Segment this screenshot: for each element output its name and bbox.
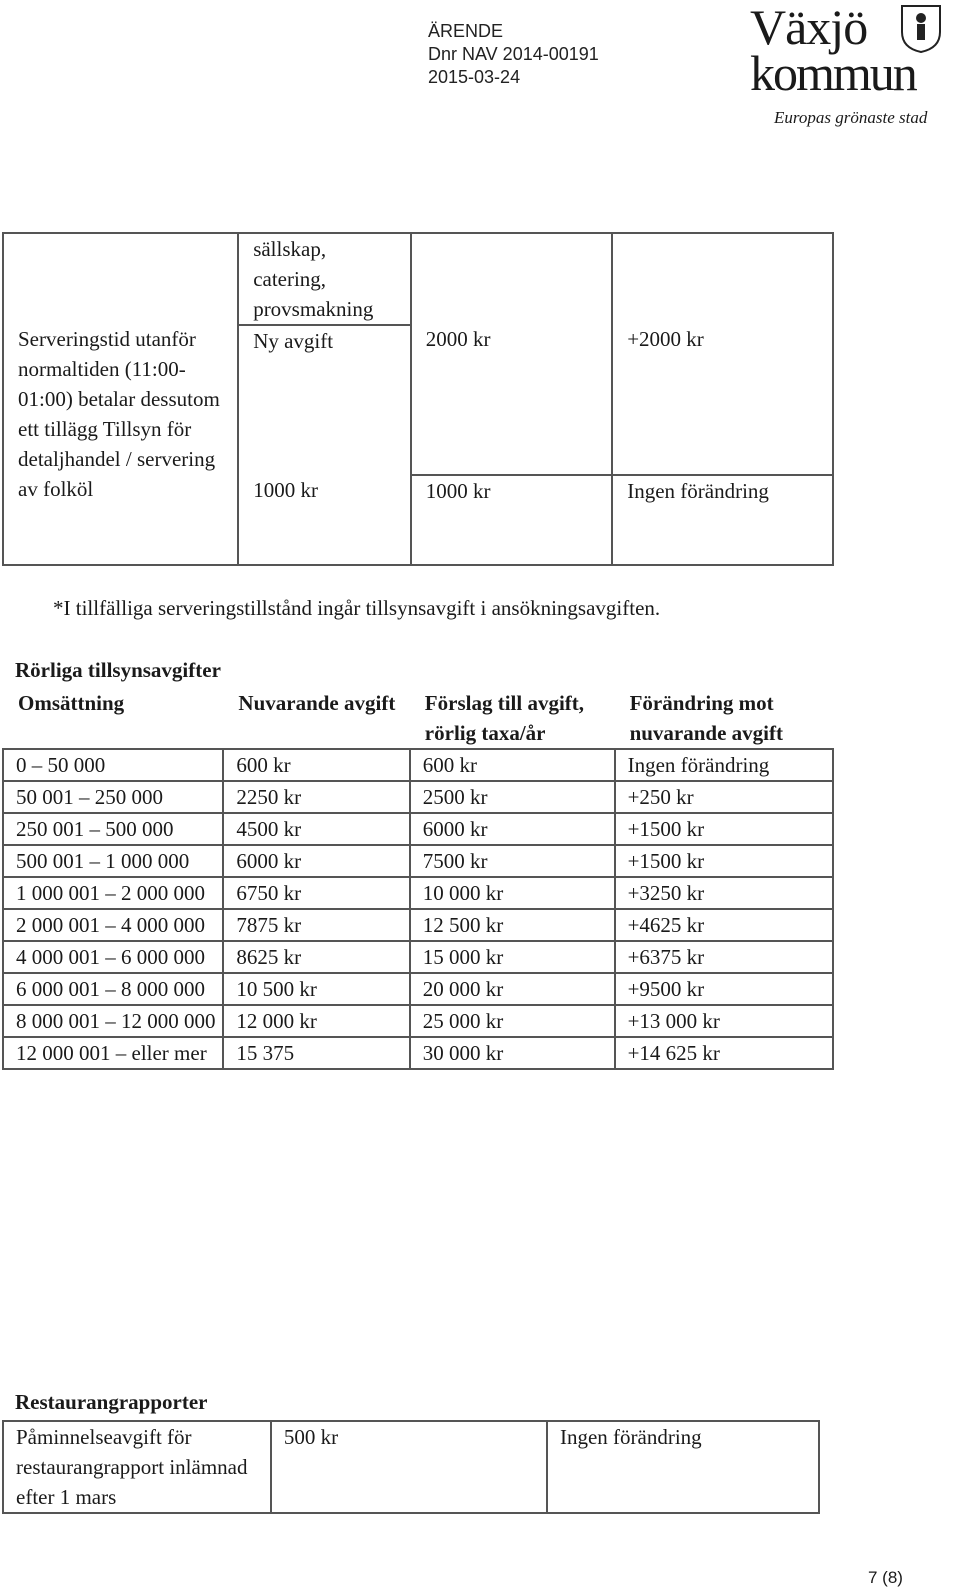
table-cell: 20 000 kr <box>410 973 615 1005</box>
col-header: Förslag till avgift, rörlig taxa/år <box>424 691 585 745</box>
table-row <box>3 973 833 1005</box>
table-row <box>3 845 833 877</box>
table-cell: +13 000 kr <box>615 1005 833 1037</box>
table-top-cell: Ingen förändring <box>612 475 833 565</box>
table-cell: 1 000 001 – 2 000 000 <box>3 877 223 909</box>
col-header: Förändring mot nuvarande avgift <box>629 691 784 745</box>
table-cell: 0 – 50 000 <box>3 749 223 781</box>
section-title-rorliga: Rörliga tillsynsavgifter <box>15 658 221 682</box>
vaxjo-kommun-logo <box>750 2 958 128</box>
table-cell: Ingen förändring <box>615 749 833 781</box>
table-cell: 7500 kr <box>410 845 615 877</box>
table-cell: 12 000 kr <box>223 1005 409 1037</box>
logo-line1: Växjö <box>750 0 868 55</box>
table-cell: 12 500 kr <box>410 909 615 941</box>
table-cell: +6375 kr <box>615 941 833 973</box>
coat-of-arms-icon <box>900 4 942 54</box>
table-cell: 6000 kr <box>410 813 615 845</box>
variable-fee-table <box>2 688 834 1070</box>
table-cell: 2500 kr <box>410 781 615 813</box>
footnote: *I tillfälliga serveringstillstånd ingår tillsynsavgift i ansökningsavgiften. <box>53 596 661 620</box>
table-cell: 6 000 001 – 8 000 000 <box>3 973 223 1005</box>
report-fee-change: Ingen förändring <box>547 1421 819 1513</box>
document-header <box>428 20 599 89</box>
table-cell: 2250 kr <box>223 781 409 813</box>
doc-date: 2015-03-24 <box>428 67 521 87</box>
table-cell: 250 001 – 500 000 <box>3 813 223 845</box>
table-row <box>3 909 833 941</box>
table-top-cell: sällskap, catering, provsmakning <box>238 233 411 325</box>
table-cell: 15 375 <box>223 1037 409 1069</box>
table-cell: 600 kr <box>410 749 615 781</box>
table-top-cell: Ny avgift <box>238 325 411 475</box>
col-header: Omsättning <box>18 691 125 715</box>
table-cell: 4 000 001 – 6 000 000 <box>3 941 223 973</box>
table-cell: 50 001 – 250 000 <box>3 781 223 813</box>
table-cell: 10 000 kr <box>410 877 615 909</box>
report-fee-description: Påminnelseavgift för restaurangrapport inlämnad efter 1 mars <box>3 1421 271 1513</box>
table-cell: +1500 kr <box>615 813 833 845</box>
table-top-cell: 2000 kr <box>411 233 612 475</box>
restaurant-report-table <box>2 1420 820 1514</box>
table-cell: 12 000 001 – eller mer <box>3 1037 223 1069</box>
col-header: Nuvarande avgift <box>238 691 396 715</box>
section-title-restaurang: Restaurangrapporter <box>15 1390 208 1414</box>
table-cell: +250 kr <box>615 781 833 813</box>
table-cell: 8 000 001 – 12 000 000 <box>3 1005 223 1037</box>
table-row <box>3 781 833 813</box>
table-top-col0: Serveringstid utanför normaltiden (11:00-01:00) betalar dessutom ett tillägg Tillsyn för detaljhandel / servering av folköl <box>3 233 238 565</box>
table-row <box>3 1037 833 1069</box>
table-cell: +3250 kr <box>615 877 833 909</box>
table-top-cell: +2000 kr <box>612 233 833 475</box>
table-row <box>3 877 833 909</box>
table-cell: +4625 kr <box>615 909 833 941</box>
doc-type: ÄRENDE <box>428 21 504 41</box>
logo-tagline: Europas grönaste stad <box>774 108 928 127</box>
page-number: 7 (8) <box>868 1568 903 1587</box>
table-row <box>3 813 833 845</box>
table-cell: 600 kr <box>223 749 409 781</box>
table-cell: +9500 kr <box>615 973 833 1005</box>
table-cell: 7875 kr <box>223 909 409 941</box>
table-top-cell: 1000 kr <box>411 475 612 565</box>
table-cell: +1500 kr <box>615 845 833 877</box>
table-cell: 15 000 kr <box>410 941 615 973</box>
table-cell: 2 000 001 – 4 000 000 <box>3 909 223 941</box>
table-row <box>3 749 833 781</box>
table-cell: 6750 kr <box>223 877 409 909</box>
table-cell: 500 001 – 1 000 000 <box>3 845 223 877</box>
table-row <box>3 941 833 973</box>
report-fee-amount: 500 kr <box>271 1421 547 1513</box>
table-cell: 30 000 kr <box>410 1037 615 1069</box>
table-cell: +14 625 kr <box>615 1037 833 1069</box>
table-cell: 4500 kr <box>223 813 409 845</box>
table-cell: 8625 kr <box>223 941 409 973</box>
table-row <box>3 1005 833 1037</box>
table-cell: 25 000 kr <box>410 1005 615 1037</box>
table-cell: 10 500 kr <box>223 973 409 1005</box>
table-cell: 6000 kr <box>223 845 409 877</box>
table-top-cell: 1000 kr <box>238 475 411 565</box>
fee-table-top <box>2 232 834 566</box>
diary-number: Dnr NAV 2014-00191 <box>428 44 599 64</box>
logo-line2: kommun <box>750 45 916 101</box>
